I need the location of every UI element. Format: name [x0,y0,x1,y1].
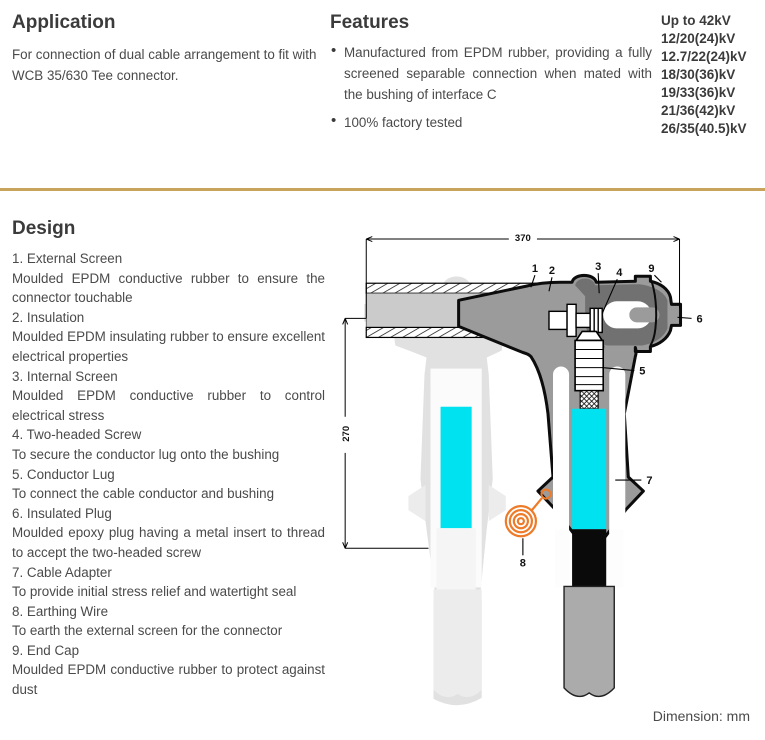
application-title: Application [12,12,116,33]
dimension-height-label: 270 [341,425,353,442]
voltage-rating: Up to 42kV [661,13,731,28]
voltage-rating: 21/36(42)kV [661,103,736,118]
voltage-rating: 18/30(36)kV [661,67,736,82]
features-list [330,42,652,133]
design-item [12,308,325,367]
design-title: Design [12,218,76,239]
callout-6-insulated-plug: 6 [696,313,703,326]
design-item-number: 2. [12,309,24,325]
design-item-name: Internal Screen [26,368,118,384]
design-item-number: 9. [12,642,24,658]
callout-8-earthing-wire: 8 [519,557,526,570]
design-item-name: Cable Adapter [26,564,112,580]
design-item [12,367,325,426]
design-item-desc: Moulded EPDM conductive rubber to protect against dust [12,662,325,698]
design-item-name: Conductor Lug [26,466,115,482]
design-item-name: Insulation [26,309,85,325]
callout-4-two-headed-screw: 4 [616,267,623,280]
design-item-desc: Moulded EPDM conductive rubber to ensure the connector touchable [12,270,325,306]
callout-1-external-screen: 1 [531,263,539,276]
design-item-name: Insulated Plug [26,505,112,521]
design-item-number: 8. [12,603,24,619]
design-item-number: 1. [12,251,24,266]
design-item-name: External Screen [26,251,123,266]
cable-adapter-throat [572,529,606,586]
conductor-strands [580,391,598,409]
design-item-number: 3. [12,368,24,384]
feature-item: • Manufactured from EPDM rubber, providing a fully screened separable connection when mated with the bushing of interface C [330,42,652,105]
dimension-width-label: 370 [514,233,531,245]
conductor-lug [575,331,603,390]
design-item-name: End Cap [26,642,80,658]
design-item [12,425,325,464]
ghost-cable-core [441,407,472,528]
cable-core [572,409,606,529]
callout-3-internal-screen: 3 [595,261,602,274]
design-item-number: 6. [12,505,24,521]
design-item-number: 5. [12,466,24,482]
design-item [12,249,325,308]
design-item [12,602,325,641]
design-item-desc: To secure the conductor lug onto the bushing [12,446,280,462]
design-item [12,504,325,563]
features-section [330,12,652,140]
callout-9-end-cap: 9 [648,263,655,276]
voltage-rating: 26/35(40.5)kV [661,121,747,136]
connector-cross-section-diagram [338,228,765,722]
callout-2-insulation: 2 [548,265,556,278]
design-list [12,249,325,700]
voltage-rating: 12/20(24)kV [661,31,736,46]
feature-item: • 100% factory tested [330,112,652,133]
design-item-name: Earthing Wire [26,603,109,619]
application-section [12,12,324,86]
design-item-desc: To earth the external screen for the connector [12,623,283,639]
design-item [12,641,325,700]
design-item-desc: To provide initial stress relief and watertight seal [12,584,297,600]
voltage-rating: 19/33(36)kV [661,85,736,100]
dimension-unit-note: Dimension: mm [652,708,750,724]
leg-internals [553,331,625,696]
section-divider-rule [0,188,765,191]
application-body: For connection of dual cable arrangement to fit with WCB 35/630 Tee connector. [12,47,317,83]
voltage-rating: 12.7/22(24)kV [661,49,747,64]
design-item-name: Two-headed Screw [26,427,142,443]
callout-5-conductor-lug: 5 [639,365,646,378]
design-item-number: 4. [12,427,24,443]
design-item-desc: Moulded EPDM conductive rubber to control electrical stress [12,388,325,423]
voltage-ratings-list [661,12,763,138]
cable-jacket [564,586,614,696]
design-item [12,563,325,602]
design-item-desc: Moulded EPDM insulating rubber to ensure excellent electrical properties [12,329,325,364]
design-item-desc: Moulded epoxy plug having a metal insert to thread to accept the two-headed screw [12,525,325,560]
features-title: Features [330,12,410,33]
design-item [12,465,325,504]
callout-7-cable-adapter: 7 [646,475,653,488]
design-item-number: 7. [12,564,24,580]
design-section [12,218,325,700]
design-item-desc: To connect the cable conductor and bushing [12,486,275,502]
